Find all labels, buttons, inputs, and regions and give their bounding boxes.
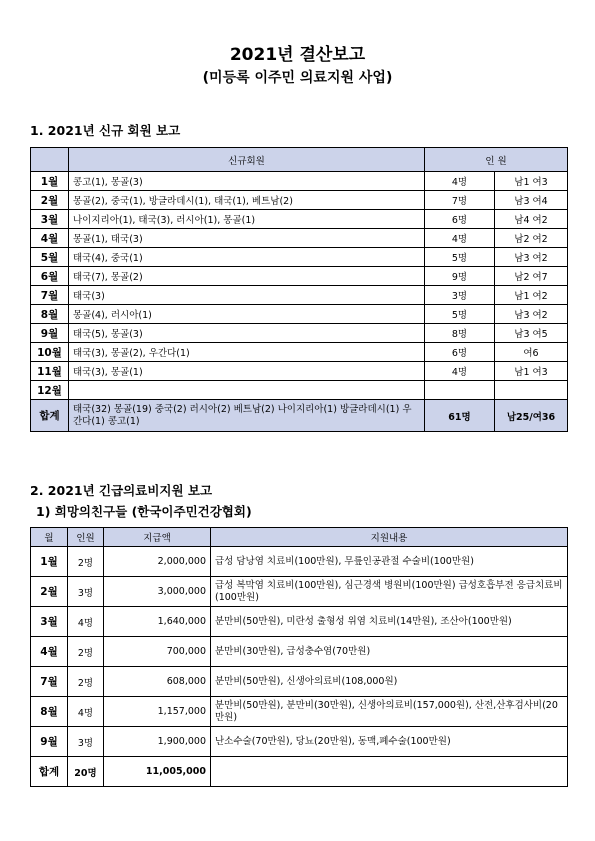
countries-cell: 몽골(4), 러시아(1) [69, 305, 425, 324]
count-cell: 4명 [425, 229, 495, 248]
countries-cell: 태국(5), 몽골(3) [69, 324, 425, 343]
people-cell: 4명 [68, 697, 104, 727]
table-header-row [31, 528, 568, 547]
table-row [31, 286, 568, 305]
countries-cell: 태국(3) [69, 286, 425, 305]
count-cell: 9명 [425, 267, 495, 286]
month-cell: 10월 [31, 343, 69, 362]
section2-heading: 2. 2021년 긴급의료비지원 보고 [30, 483, 213, 498]
header-people: 인원 [68, 528, 104, 547]
month-cell: 2월 [31, 191, 69, 210]
month-cell: 1월 [31, 172, 69, 191]
countries-cell [69, 381, 425, 400]
amount-cell: 700,000 [104, 637, 211, 667]
countries-cell: 태국(4), 중국(1) [69, 248, 425, 267]
table-row [31, 727, 568, 757]
month-cell: 9월 [31, 727, 68, 757]
count-cell: 5명 [425, 305, 495, 324]
table-row [31, 362, 568, 381]
total-gender: 남25/여36 [495, 400, 568, 432]
total-people: 20명 [68, 757, 104, 787]
gender-cell: 남3 여4 [495, 191, 568, 210]
month-cell: 3월 [31, 210, 69, 229]
gender-cell: 남3 여2 [495, 248, 568, 267]
gender-cell: 남1 여2 [495, 286, 568, 305]
table-row [31, 667, 568, 697]
details-cell: 분만비(50만원), 신생아의료비(108,000원) [211, 667, 568, 697]
total-row [31, 757, 568, 787]
total-count: 61명 [425, 400, 495, 432]
amount-cell: 1,640,000 [104, 607, 211, 637]
table-header-row [31, 148, 568, 172]
table-row [31, 229, 568, 248]
people-cell: 4명 [68, 607, 104, 637]
table-row [31, 577, 568, 607]
month-cell: 8월 [31, 697, 68, 727]
month-cell: 7월 [31, 667, 68, 697]
month-cell: 2월 [31, 577, 68, 607]
gender-cell [495, 381, 568, 400]
count-cell: 4명 [425, 172, 495, 191]
details-cell: 난소수술(70만원), 당뇨(20만원), 동맥,폐수술(100만원) [211, 727, 568, 757]
details-cell: 분만비(50만원), 분만비(30만원), 신생아의료비(157,000원), 산전,산후검사비(20만원) [211, 697, 568, 727]
count-cell: 6명 [425, 210, 495, 229]
details-cell: 급성 복막염 치료비(100만원), 심근경색 병원비(100만원) 급성호흡부전 응급치료비(100만원) [211, 577, 568, 607]
header-details: 지원내용 [211, 528, 568, 547]
month-cell: 3월 [31, 607, 68, 637]
amount-cell: 1,900,000 [104, 727, 211, 757]
table-row [31, 697, 568, 727]
table-row [31, 172, 568, 191]
table-row [31, 191, 568, 210]
people-cell: 2명 [68, 637, 104, 667]
countries-cell: 태국(7), 몽골(2) [69, 267, 425, 286]
section1-heading: 1. 2021년 신규 회원 보고 [30, 123, 181, 138]
people-cell: 2명 [68, 667, 104, 697]
count-cell: 4명 [425, 362, 495, 381]
table-row [31, 637, 568, 667]
total-label: 합계 [31, 400, 69, 432]
total-details [211, 757, 568, 787]
month-cell: 4월 [31, 637, 68, 667]
amount-cell: 2,000,000 [104, 547, 211, 577]
countries-cell: 몽골(2), 중국(1), 방글라데시(1), 태국(1), 베트남(2) [69, 191, 425, 210]
header-month: 월 [31, 528, 68, 547]
count-cell: 3명 [425, 286, 495, 305]
gender-cell: 남2 여7 [495, 267, 568, 286]
count-cell: 6명 [425, 343, 495, 362]
gender-cell: 남4 여2 [495, 210, 568, 229]
page-subtitle: (미등록 이주민 의료지원 사업) [202, 70, 393, 86]
page-title: 2021년 결산보고 [229, 45, 366, 65]
details-cell: 급성 담낭염 치료비(100만원), 무릎인공관절 수술비(100만원) [211, 547, 568, 577]
header-count: 인 원 [425, 148, 568, 172]
amount-cell: 1,157,000 [104, 697, 211, 727]
table-row [31, 305, 568, 324]
people-cell: 3명 [68, 727, 104, 757]
month-cell: 1월 [31, 547, 68, 577]
month-cell: 7월 [31, 286, 69, 305]
new-members-table [30, 147, 568, 432]
total-amount: 11,005,000 [104, 757, 211, 787]
gender-cell: 여6 [495, 343, 568, 362]
table-row [31, 547, 568, 577]
gender-cell: 남1 여3 [495, 362, 568, 381]
month-cell: 11월 [31, 362, 69, 381]
month-cell: 9월 [31, 324, 69, 343]
month-cell: 6월 [31, 267, 69, 286]
gender-cell: 남2 여2 [495, 229, 568, 248]
people-cell: 2명 [68, 547, 104, 577]
details-cell: 분만비(30만원), 급성충수염(70만원) [211, 637, 568, 667]
count-cell: 5명 [425, 248, 495, 267]
people-cell: 3명 [68, 577, 104, 607]
count-cell: 8명 [425, 324, 495, 343]
total-countries: 태국(32) 몽골(19) 중국(2) 러시아(2) 베트남(2) 나이지리아(1) 방글라데시(1) 우간다(1) 콩고(1) [69, 400, 425, 432]
table-row [31, 248, 568, 267]
gender-cell: 남1 여3 [495, 172, 568, 191]
count-cell [425, 381, 495, 400]
section2-subheading: 1) 희망의친구들 (한국이주민건강협회) [36, 504, 252, 519]
month-cell: 8월 [31, 305, 69, 324]
total-label: 합계 [31, 757, 68, 787]
header-blank [31, 148, 69, 172]
gender-cell: 남3 여5 [495, 324, 568, 343]
table-row [31, 381, 568, 400]
countries-cell: 몽골(1), 태국(3) [69, 229, 425, 248]
medical-support-table [30, 527, 568, 787]
month-cell: 12월 [31, 381, 69, 400]
details-cell: 분만비(50만원), 미란성 출형성 위염 치료비(14만원), 조산아(100만원) [211, 607, 568, 637]
header-amount: 지급액 [104, 528, 211, 547]
header-members: 신규회원 [69, 148, 425, 172]
table-row [31, 343, 568, 362]
countries-cell: 콩고(1), 몽골(3) [69, 172, 425, 191]
count-cell: 7명 [425, 191, 495, 210]
total-row [31, 400, 568, 432]
amount-cell: 3,000,000 [104, 577, 211, 607]
countries-cell: 태국(3), 몽골(2), 우간다(1) [69, 343, 425, 362]
gender-cell: 남3 여2 [495, 305, 568, 324]
countries-cell: 태국(3), 몽골(1) [69, 362, 425, 381]
month-cell: 5월 [31, 248, 69, 267]
amount-cell: 608,000 [104, 667, 211, 697]
table-row [31, 324, 568, 343]
month-cell: 4월 [31, 229, 69, 248]
table-row [31, 607, 568, 637]
table-row [31, 210, 568, 229]
countries-cell: 나이지리아(1), 태국(3), 러시아(1), 몽골(1) [69, 210, 425, 229]
table-row [31, 267, 568, 286]
